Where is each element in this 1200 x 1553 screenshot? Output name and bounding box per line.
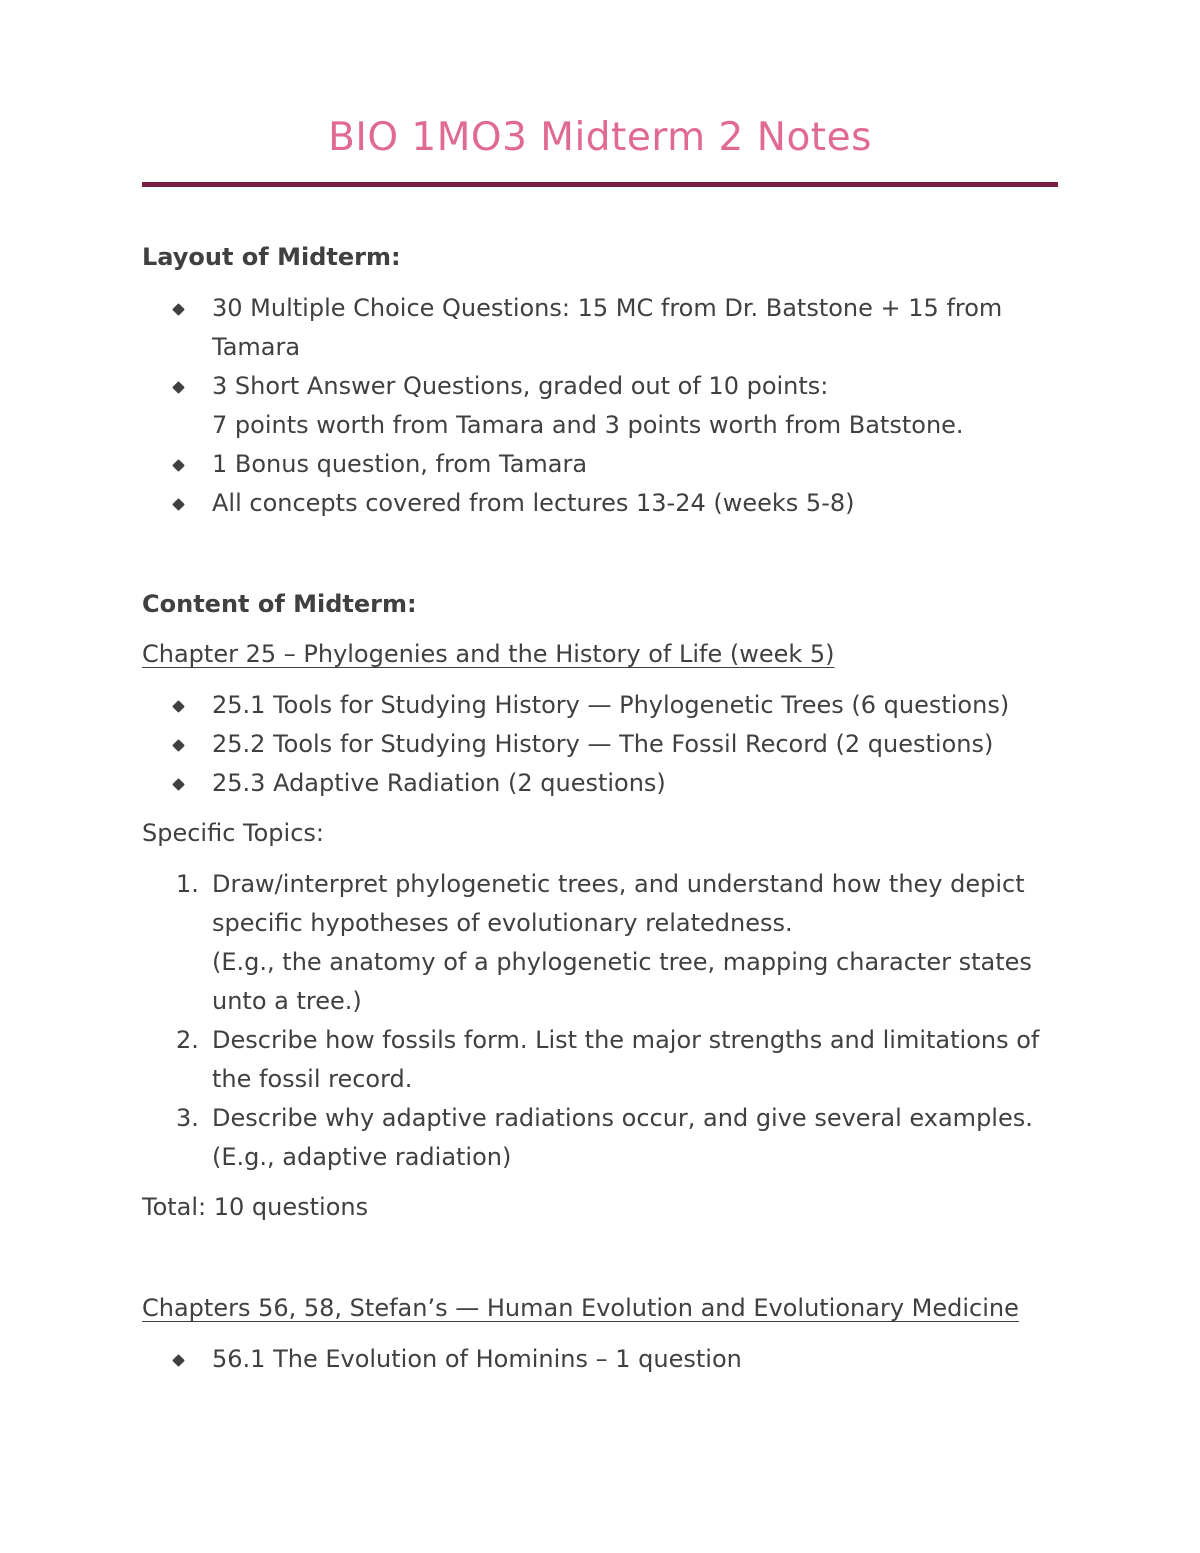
bullet-icon — [172, 739, 185, 752]
total-questions: Total: 10 questions — [142, 1193, 369, 1221]
list-item-text: 7 points worth from Tamara and 3 points worth from Batstone. — [212, 411, 964, 439]
list-item — [142, 484, 1058, 523]
list-item — [142, 725, 1058, 764]
bullet-icon — [172, 381, 185, 394]
list-item-text: 56.1 The Evolution of Hominins – 1 question — [212, 1345, 742, 1373]
list-number: 3. — [176, 1104, 199, 1132]
bullet-icon — [172, 700, 185, 713]
document-body — [142, 238, 1058, 1379]
list-item-text: Describe why adaptive radiations occur, and give several examples. — [212, 1104, 1033, 1132]
list-item — [142, 865, 1058, 1021]
list-item-text: (E.g., adaptive radiation) — [212, 1143, 512, 1171]
bullet-icon — [172, 459, 185, 472]
list-item — [142, 289, 1058, 367]
bullet-icon — [172, 1354, 185, 1367]
bullet-icon — [172, 303, 185, 316]
list-item-text: 3 Short Answer Questions, graded out of 10 points: — [212, 372, 829, 400]
list-item-text: 25.3 Adaptive Radiation (2 questions) — [212, 769, 666, 797]
list-item-text: specific hypotheses of evolutionary relatedness. — [212, 909, 793, 937]
list-item-text: the fossil record. — [212, 1065, 413, 1093]
title-divider — [142, 182, 1058, 187]
chapter-25-title: Chapter 25 – Phylogenies and the History of Life (week 5) — [142, 640, 835, 668]
content-heading: Content of Midterm: — [142, 590, 417, 618]
list-item — [142, 445, 1058, 484]
list-item-text: 30 Multiple Choice Questions: 15 MC from Dr. Batstone + 15 from — [212, 294, 1003, 322]
list-item — [142, 764, 1058, 803]
list-item — [142, 1021, 1058, 1099]
list-item-text: All concepts covered from lectures 13-24 (weeks 5-8) — [212, 489, 855, 517]
list-item — [142, 1099, 1058, 1177]
list-item — [142, 686, 1058, 725]
bullet-icon — [172, 778, 185, 791]
list-item-text: Tamara — [212, 333, 301, 361]
list-item-text: 25.2 Tools for Studying History — The Fossil Record (2 questions) — [212, 730, 994, 758]
list-item-text: unto a tree.) — [212, 987, 362, 1015]
list-number: 1. — [176, 870, 199, 898]
bullet-icon — [172, 498, 185, 511]
specific-topics-list — [142, 865, 1058, 1177]
list-item-text: (E.g., the anatomy of a phylogenetic tree, mapping character states — [212, 948, 1032, 976]
list-item-text: 25.1 Tools for Studying History — Phylogenetic Trees (6 questions) — [212, 691, 1010, 719]
chapter-56-list — [142, 1340, 1058, 1379]
chapter-56-title: Chapters 56, 58, Stefan’s — Human Evolution and Evolutionary Medicine — [142, 1294, 1019, 1322]
list-item-text: Draw/interpret phylogenetic trees, and understand how they depict — [212, 870, 1025, 898]
layout-heading: Layout of Midterm: — [142, 243, 401, 271]
list-item-text: Describe how fossils form. List the major strengths and limitations of — [212, 1026, 1040, 1054]
list-item-text: 1 Bonus question, from Tamara — [212, 450, 588, 478]
specific-topics-label: Specific Topics: — [142, 819, 324, 847]
list-item — [142, 367, 1058, 445]
chapter-25-list — [142, 686, 1058, 803]
document-title: BIO 1MO3 Midterm 2 Notes — [328, 115, 872, 160]
layout-list — [142, 289, 1058, 523]
list-number: 2. — [176, 1026, 199, 1054]
list-item — [142, 1340, 1058, 1379]
